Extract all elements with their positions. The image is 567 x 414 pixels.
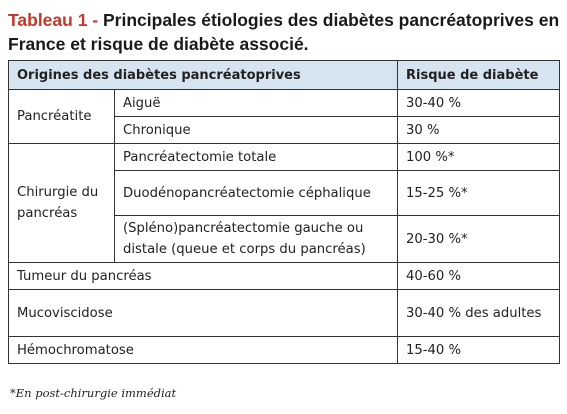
group-label-pancreatite: Pancréatite xyxy=(9,90,115,144)
label-cell: Hémochromatose xyxy=(9,337,398,364)
label-cell: Mucoviscidose xyxy=(9,290,398,337)
sub-cell: Duodénopancréatectomie céphalique xyxy=(115,171,398,216)
group-label-chirurgie: Chirurgie du pancréas xyxy=(9,144,115,263)
table-row xyxy=(9,337,560,364)
header-origins: Origines des diabètes pancréatoprives xyxy=(9,61,398,90)
caption-label: Tableau 1 - xyxy=(8,10,99,30)
sub-cell: Aiguë xyxy=(115,90,398,117)
table-header-row xyxy=(9,61,560,90)
risk-cell: 15-25 %* xyxy=(398,171,560,216)
sub-cell: Chronique xyxy=(115,117,398,144)
label-cell: Tumeur du pancréas xyxy=(9,263,398,290)
sub-cell: Pancréatectomie totale xyxy=(115,144,398,171)
risk-cell: 15-40 % xyxy=(398,337,560,364)
sub-cell: (Spléno)pancréatectomie gauche ou distale (queue et corps du pancréas) xyxy=(115,216,398,263)
risk-cell: 30-40 % des adultes xyxy=(398,290,560,337)
table-caption xyxy=(8,8,560,56)
risk-cell: 20-30 %* xyxy=(398,216,560,263)
caption-text: Principales étiologies des diabètes pancréatoprives en France et risque de diabète associé. xyxy=(8,10,560,54)
table-row xyxy=(9,144,560,171)
table-row xyxy=(9,263,560,290)
risk-cell: 30 % xyxy=(398,117,560,144)
risk-cell: 40-60 % xyxy=(398,263,560,290)
table-row xyxy=(9,290,560,337)
etiology-table xyxy=(8,60,560,364)
risk-cell: 30-40 % xyxy=(398,90,560,117)
header-risk: Risque de diabète xyxy=(398,61,560,90)
footnote: *En post-chirurgie immédiat xyxy=(10,386,177,400)
risk-cell: 100 %* xyxy=(398,144,560,171)
table-row xyxy=(9,90,560,117)
